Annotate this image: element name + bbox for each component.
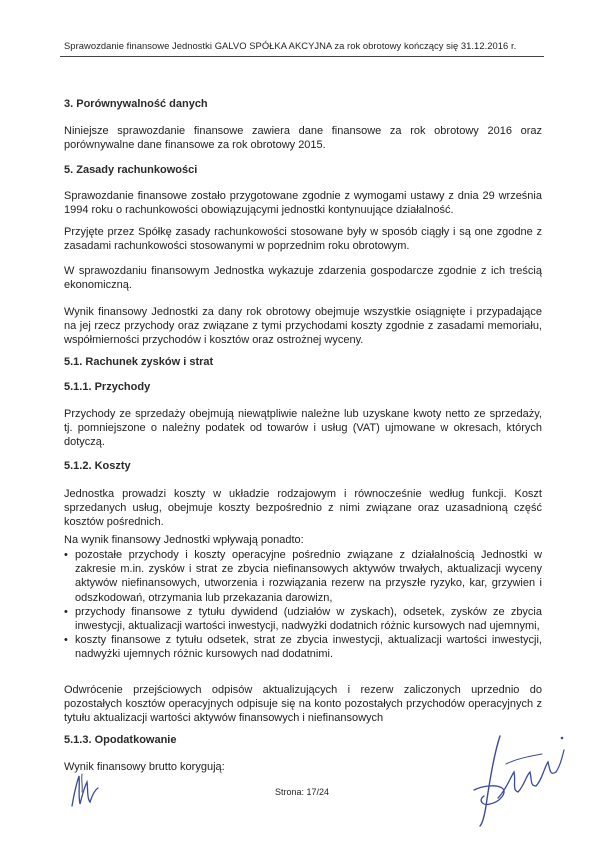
section-5-heading: 5. Zasady rachunkowości <box>64 164 198 176</box>
section-5-paragraph-1: Sprawozdanie finansowe zostało przygotowane zgodnie z wymogami ustawy z dnia 29 września 1994 roku o rachunkowości obowiązującymi jednostki kontynuujące działalność. <box>64 190 542 217</box>
section-5-1-3-paragraph: Wynik finansowy brutto korygują: <box>64 761 225 773</box>
section-5-paragraph-4: Wynik finansowy Jednostki za dany rok obrotowy obejmuje wszystkie osiągnięte i przypadające na jej rzecz przychody oraz związane z tymi przychodami koszty zgodnie z zasadami memoriału, współmierności przychodów i kosztów oraz ostrożnej wyceny. <box>64 306 542 347</box>
page-number: Strona: 17/24 <box>274 787 330 797</box>
section-5-1-1-paragraph: Przychody ze sprzedaży obejmują niewątpliwie należne lub uzyskane kwoty netto ze sprzedaży, tj. pomniejszone o należny podatek od towarów i usług (VAT) ujmowane w okresach, których dotyczą. <box>64 408 542 449</box>
section-5-1-2-paragraph-1: Jednostka prowadzi koszty w układzie rodzajowym i równocześnie według funkcji. Koszt sprzedanych usług, obejmuje koszty bezpośrednio z nimi związane oraz uzasadnioną część kosztów pośrednich. <box>64 488 542 529</box>
section-3-heading: 3. Porównywalność danych <box>64 98 208 110</box>
section-5-1-1-heading: 5.1.1. Przychody <box>64 381 151 393</box>
handwritten-signature <box>472 728 568 828</box>
section-5-1-3-heading: 5.1.3. Opodatkowanie <box>64 734 177 746</box>
list-item: • pozostałe przychody i koszty operacyjne pośrednio związane z działalnością Jednostki w zakresie m.in. zysków i strat ze zbycia niefinansowych aktywów trwałych, aktualizacji wyceny aktywów niefinansowych, utworzenia i rozwiązania rezerw na przyszłe ryzyko, kar, grzywien i odszkodowań, otrzymania lub przekazania darowizn, <box>64 548 542 605</box>
section-5-1-heading: 5.1. Rachunek zysków i strat <box>64 356 214 368</box>
section-5-paragraph-2: Przyjęte przez Spółkę zasady rachunkowości stosowane były w sposób ciągły i są one zgodne z zasadami rachunkowości stosowanymi w poprzednim roku obrotowym. <box>64 226 542 253</box>
list-item: • koszty finansowe z tytułu odsetek, strat ze zbycia inwestycji, aktualizacji wartości inwestycji, nadwyżki ujemnych różnic kursowych nad dodatnimi. <box>64 633 542 661</box>
section-5-1-2-paragraph-3: Odwrócenie przejściowych odpisów aktualizujących i rezerw zaliczonych uprzednio do pozostałych kosztów operacyjnych odpisuje się na konto pozostałych przychodów operacyjnych z tytułu aktualizacji wartości aktywów finansowych i niefinansowych <box>64 684 542 725</box>
list-item: • przychody finansowe z tytułu dywidend (udziałów w zyskach), odsetek, zysków ze zbycia inwestycji, aktualizacji wartości inwestycji, nadwyżki dodatnich różnic kursowych nad ujemnymi, <box>64 605 542 633</box>
section-5-paragraph-3: W sprawozdaniu finansowym Jednostka wykazuje zdarzenia gospodarcze zgodnie z ich treścią ekonomiczną. <box>64 265 542 292</box>
section-5-1-2-heading: 5.1.2. Koszty <box>64 460 131 472</box>
section-5-1-2-bullet-list <box>64 548 542 662</box>
header-divider <box>60 56 544 57</box>
page-header: Sprawozdanie finansowe Jednostki GALVO SPÓŁKA AKCYJNA za rok obrotowy kończący się 31.12.2016 r. <box>64 40 517 51</box>
section-3-paragraph: Niniejsze sprawozdanie finansowe zawiera dane finansowe za rok obrotowy 2016 oraz porównywalne dane finansowe za rok obrotowy 2015. <box>64 125 542 152</box>
handwritten-initials <box>68 770 104 810</box>
section-5-1-2-paragraph-2: Na wynik finansowy Jednostki wpływają ponadto: <box>64 534 304 546</box>
